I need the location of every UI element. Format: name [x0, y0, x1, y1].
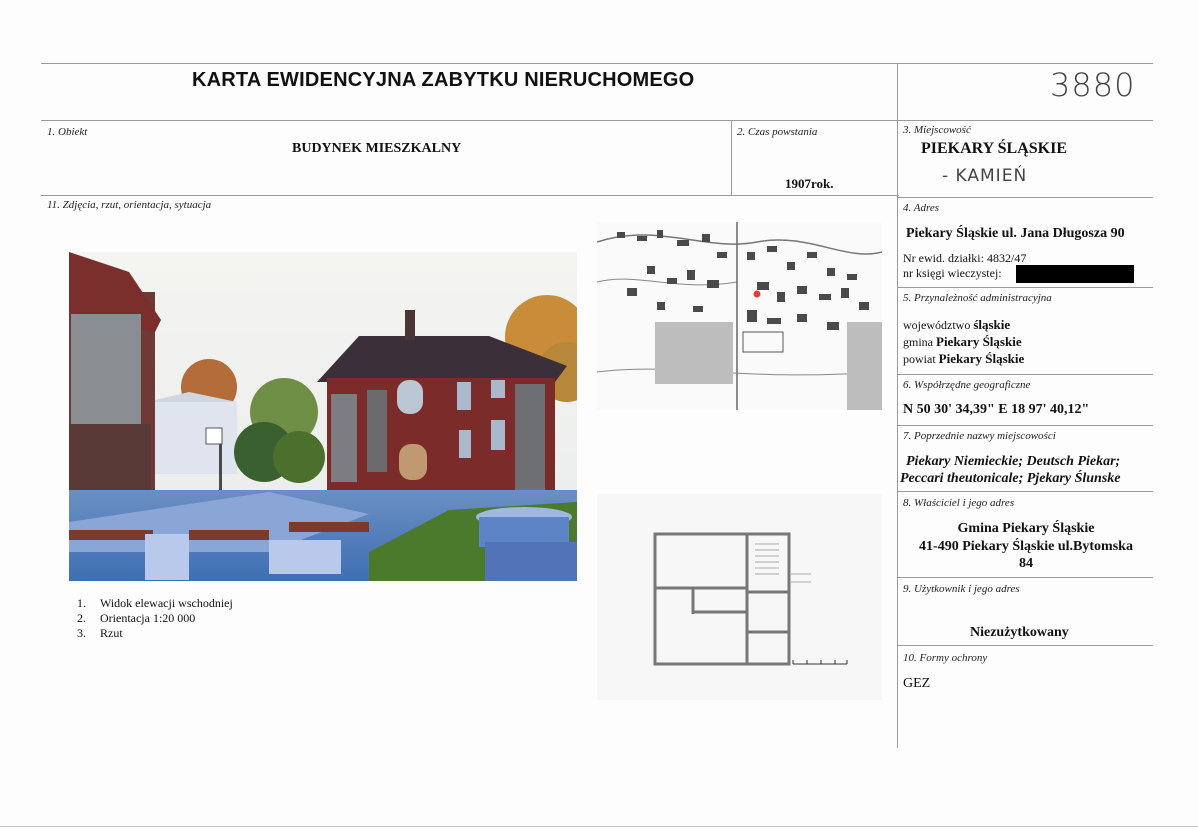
poprzednie-line1: Piekary Niemieckie; Deutsch Piekar; — [906, 454, 1121, 469]
wspolrzedne-value: N 50 30' 34,39" E 18 97' 40,12" — [903, 402, 1090, 417]
uzytkownik-label: 9. Użytkownik i jego adres — [903, 583, 1020, 595]
row-divider — [898, 287, 1153, 288]
handwritten-note: - KAMIEŃ — [942, 166, 1028, 186]
row-divider — [898, 425, 1153, 426]
powiat: powiat Piekary Śląskie — [903, 351, 1025, 366]
caption-item: 1. Widok elewacji wschodniej — [77, 596, 233, 610]
uzytkownik-value: Niezużytkowany — [970, 625, 1069, 640]
wojewodztwo: województwo śląskie — [903, 317, 1011, 332]
obiekt-value: BUDYNEK MIESZKALNY — [292, 141, 462, 156]
wlasciciel-label: 8. Właściciel i jego adres — [903, 497, 1015, 509]
redaction-box — [1016, 265, 1134, 283]
przynaleznosc-label: 5. Przynależność administracyjna — [903, 292, 1052, 304]
row-divider — [41, 120, 1153, 121]
top-border — [41, 63, 1153, 64]
poprzednie-line2: Peccari theutonicale; Pjekary Ślunske — [900, 471, 1121, 486]
page-edge — [0, 826, 1198, 827]
row-divider — [898, 374, 1153, 375]
zdjecia-label: 11. Zdjęcia, rzut, orientacja, sytuacja — [47, 199, 212, 211]
page-title: KARTA EWIDENCYJNA ZABYTKU NIERUCHOMEGO — [192, 69, 695, 91]
czas-label: 2. Czas powstania — [737, 126, 818, 138]
caption-list — [77, 596, 233, 641]
wlasciciel-line2: 41-490 Piekary Śląskie ul.Bytomska — [919, 539, 1133, 554]
formy-label: 10. Formy ochrony — [903, 652, 988, 664]
nr-dzialki: Nr ewid. działki: 4832/47 — [903, 251, 1027, 265]
wspolrzedne-label: 6. Współrzędne geograficzne — [903, 379, 1031, 391]
miejscowosc-label: 3. Miejscowość — [903, 124, 971, 136]
caption-item: 2. Orientacja 1:20 000 — [77, 611, 196, 625]
poprzednie-label: 7. Poprzednie nazwy miejscowości — [903, 430, 1056, 442]
caption-item: 3. Rzut — [77, 626, 123, 640]
location-map — [597, 222, 882, 410]
row-divider — [898, 491, 1153, 492]
adres-value: Piekary Śląskie ul. Jana Długosza 90 — [906, 226, 1125, 241]
ksiega-label: nr księgi wieczystej: — [903, 266, 1002, 280]
row-divider — [898, 645, 1153, 646]
row-divider — [898, 577, 1153, 578]
obiekt-label: 1. Obiekt — [47, 126, 88, 138]
miejscowosc-value: PIEKARY ŚLĄSKIE — [921, 140, 1067, 157]
row-divider — [41, 195, 899, 196]
adres-label: 4. Adres — [903, 202, 940, 214]
card-number: 3880 — [1050, 66, 1136, 104]
column-divider — [731, 120, 732, 196]
floor-plan — [597, 494, 882, 700]
wlasciciel-line3: 84 — [1019, 556, 1033, 571]
czas-value: 1907rok. — [785, 176, 834, 191]
wlasciciel-line1: Gmina Piekary Śląskie — [957, 521, 1095, 536]
gmina: gmina Piekary Śląskie — [903, 334, 1022, 349]
row-divider — [898, 197, 1153, 198]
building-photo — [69, 252, 577, 581]
formy-value: GEZ — [903, 676, 931, 691]
